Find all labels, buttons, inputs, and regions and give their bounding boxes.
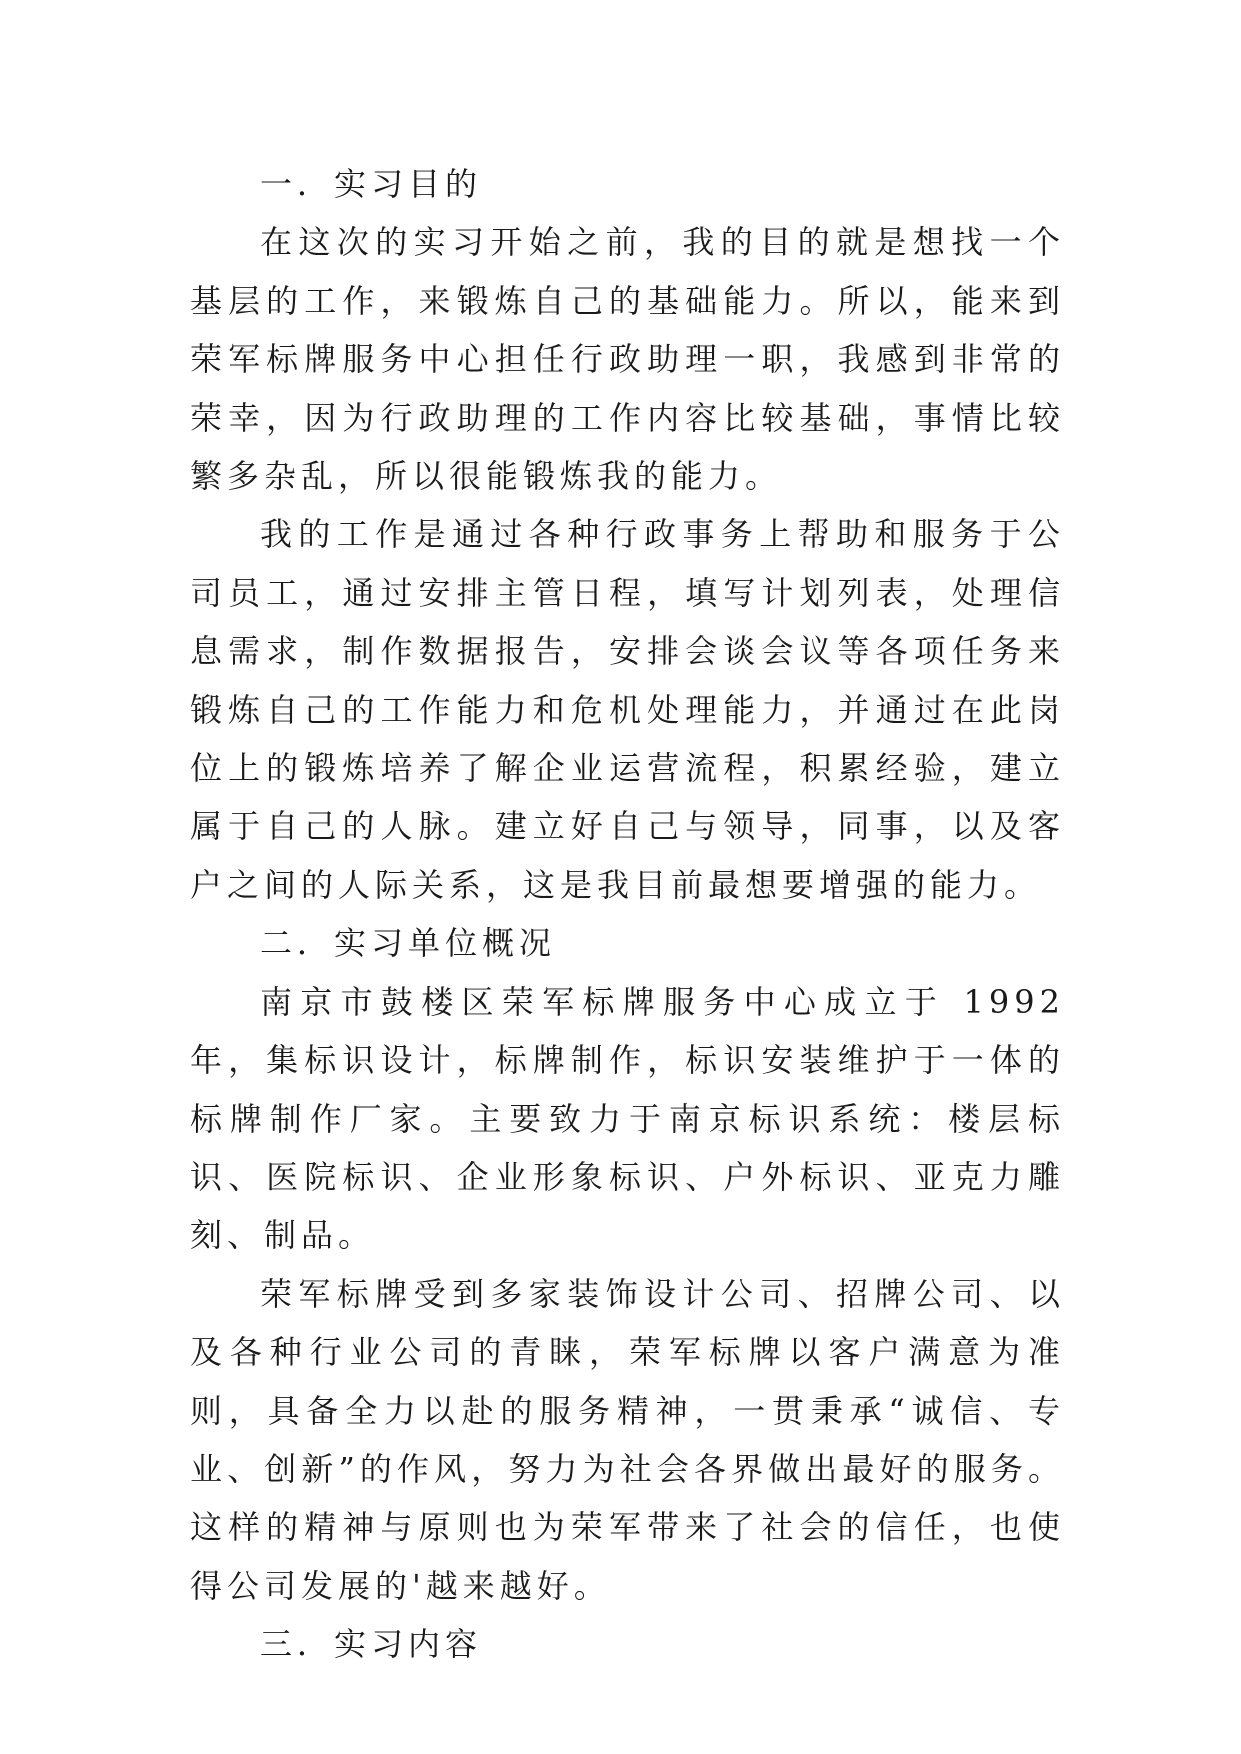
document-body bbox=[190, 155, 1065, 1674]
paragraph-company-intro: 南京市鼓楼区荣军标牌服务中心成立于 1992 年，集标识设计，标牌制作，标识安装维护于一体的标牌制作厂家。主要致力于南京标识系统：楼层标识、医院标识、企业形象标识、户外标识、亚克力雕刻、制品。 bbox=[190, 982, 1065, 1255]
section-heading-company: 二．实习单位概况 bbox=[260, 924, 557, 963]
paragraph-purpose-intro: 在这次的实习开始之前，我的目的就是想找一个基层的工作，来锻炼自己的基础能力。所以，能来到荣军标牌服务中心担任行政助理一职，我感到非常的荣幸，因为行政助理的工作内容比较基础，事情比较繁多杂乱，所以很能锻炼我的能力。 bbox=[190, 223, 1065, 496]
section-heading-content: 三．实习内容 bbox=[260, 1625, 483, 1664]
paragraph-purpose-work: 我的工作是通过各种行政事务上帮助和服务于公司员工，通过安排主管日程，填写计划列表，处理信息需求，制作数据报告，安排会谈会议等各项任务来锻炼自己的工作能力和危机处理能力，并通过在此岗位上的锻炼培养了解企业运营流程，积累经验，建立属于自己的人脉。建立好自己与领导，同事，以及客户之间的人际关系，这是我目前最想要增强的能力。 bbox=[190, 515, 1065, 904]
paragraph-company-reputation: 荣军标牌受到多家装饰设计公司、招牌公司、以及各种行业公司的青睐，荣军标牌以客户满意为准则，具备全力以赴的服务精神，一贯秉承“诚信、专业、创新”的作风，努力为社会各界做出最好的服务。这样的精神与原则也为荣军带来了社会的信任，也使得公司发展的'越来越好。 bbox=[190, 1274, 1065, 1605]
section-heading-purpose: 一．实习目的 bbox=[260, 165, 483, 203]
